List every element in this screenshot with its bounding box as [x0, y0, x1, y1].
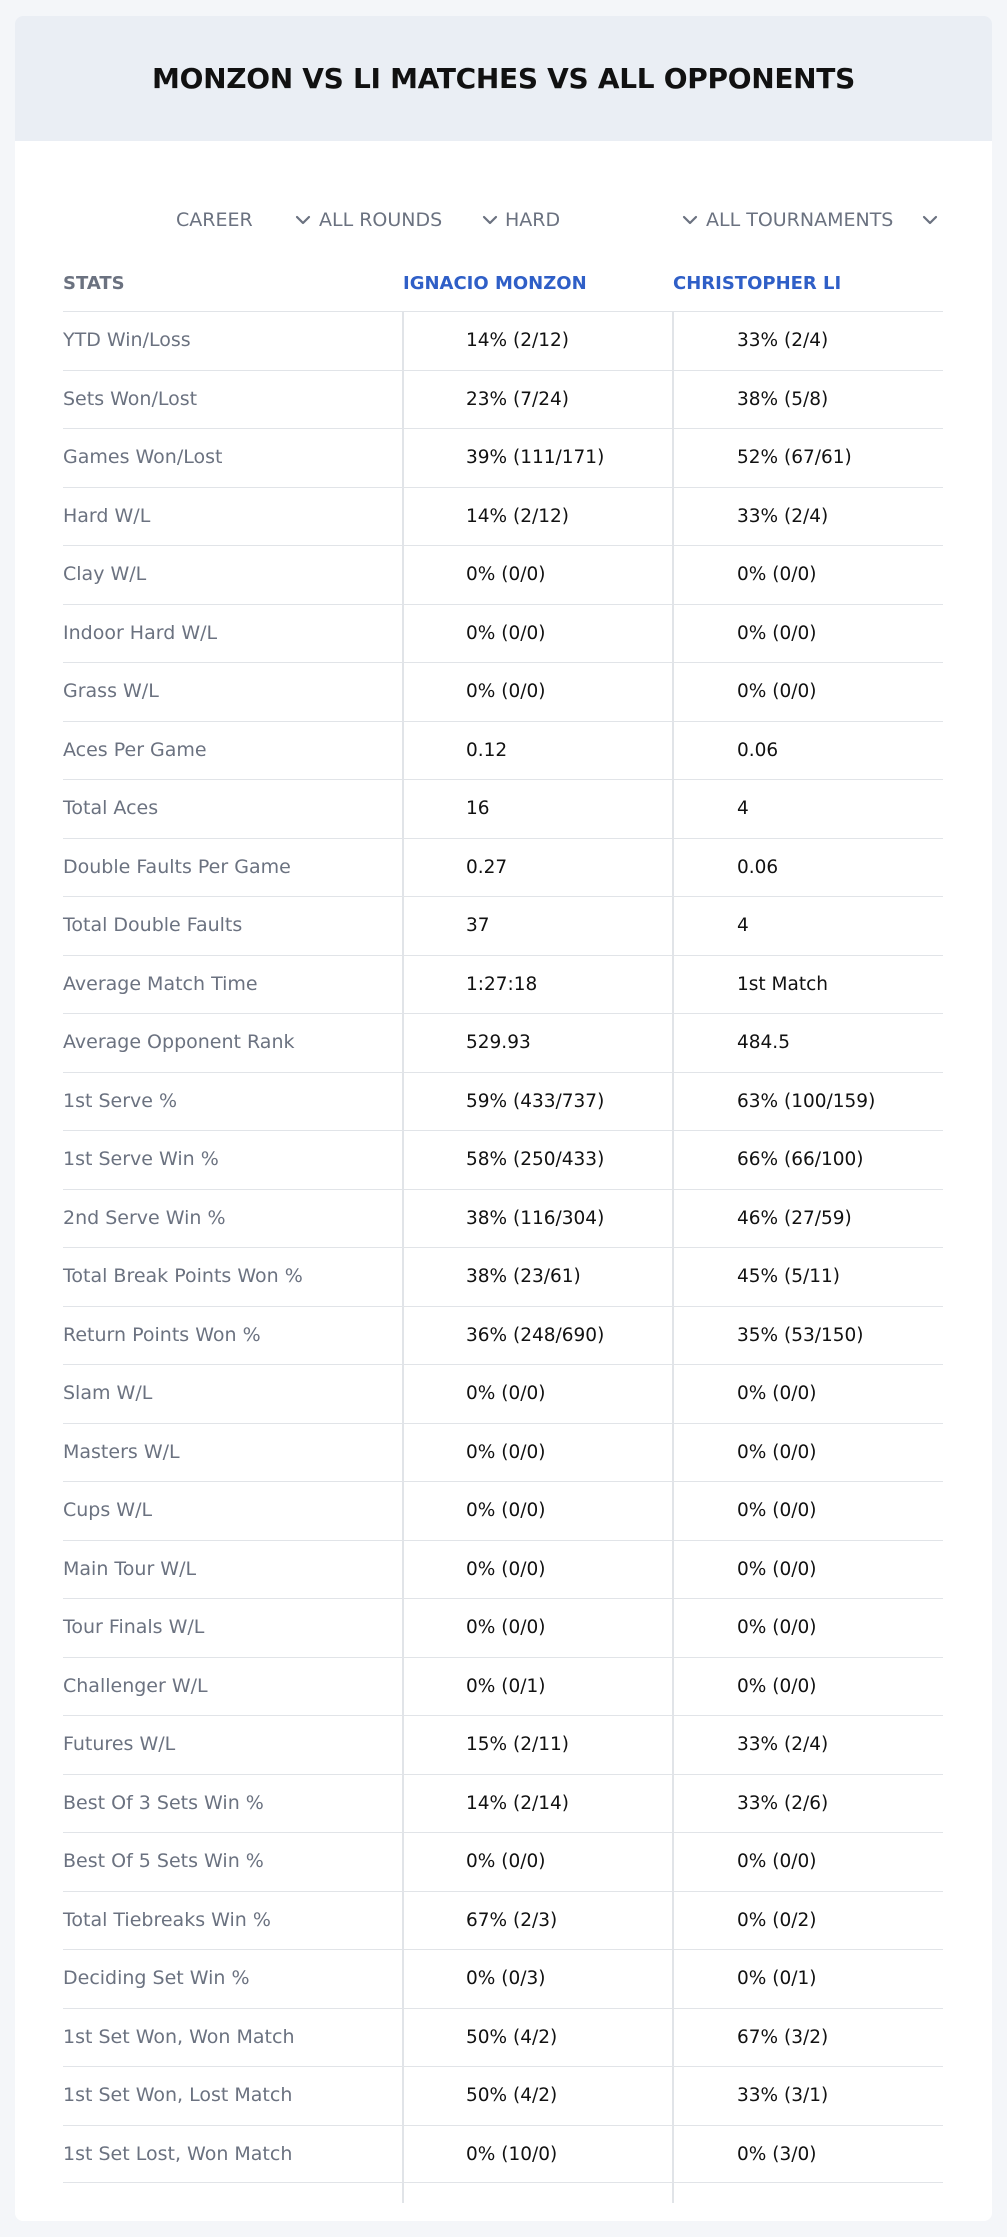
player1-stat-value: 0% (0/0)	[466, 681, 546, 702]
player2-stat-value: 0% (0/0)	[737, 681, 817, 702]
player2-stat-value: 0% (0/0)	[737, 1617, 817, 1638]
stats-table	[63, 311, 943, 2183]
player1-stat-value: 0.12	[466, 739, 508, 761]
table-row	[63, 896, 943, 955]
stat-label: Clay W/L	[63, 563, 147, 585]
player1-stat-value: 0% (0/0)	[466, 1617, 546, 1638]
chevron-down-icon	[680, 210, 700, 230]
player1-stat-value: 50% (4/2)	[466, 2026, 558, 2048]
player2-stat-value: 0% (0/2)	[737, 1909, 817, 1931]
chevron-down-icon	[480, 210, 500, 230]
player2-stat-value: 0.06	[737, 739, 779, 761]
player2-stat-value: 35% (53/150)	[737, 1324, 864, 1346]
stat-label: Cups W/L	[63, 1499, 153, 1521]
stat-label: Double Faults Per Game	[63, 855, 291, 878]
table-row	[63, 428, 943, 487]
table-row	[63, 1598, 943, 1657]
stat-label: Challenger W/L	[63, 1674, 208, 1697]
table-row	[63, 2066, 943, 2125]
player2-stat-value: 4	[737, 798, 749, 819]
player2-stat-value: 66% (66/100)	[737, 1149, 864, 1170]
table-row	[63, 721, 943, 780]
player1-stat-value: 0% (0/0)	[466, 1441, 546, 1463]
player2-stat-value: 63% (100/159)	[737, 1090, 876, 1112]
stat-label: 1st Set Won, Won Match	[63, 2025, 295, 2048]
player1-stat-value: 0% (0/3)	[466, 1968, 546, 1989]
chevron-down-icon	[293, 210, 313, 230]
stat-label: 1st Set Lost, Won Match	[63, 2142, 293, 2165]
table-row	[63, 1832, 943, 1891]
player1-stat-value: 36% (248/690)	[466, 1324, 605, 1346]
rounds-select-value: ALL ROUNDS	[319, 209, 443, 231]
player1-stat-value: 23% (7/24)	[466, 388, 569, 410]
player1-stat-value: 15% (2/11)	[466, 1734, 569, 1755]
player2-stat-value: 33% (2/4)	[737, 330, 829, 351]
column-header-player2[interactable]: CHRISTOPHER LI	[673, 273, 842, 294]
player2-stat-value: 0% (0/0)	[737, 1383, 817, 1404]
stat-label: Return Points Won %	[63, 1323, 261, 1346]
player1-stat-value: 37	[466, 915, 490, 936]
player2-stat-value: 0.06	[737, 856, 779, 878]
stat-label: Total Aces	[63, 797, 159, 819]
period-select-value: CAREER	[176, 209, 253, 231]
stat-label: Average Opponent Rank	[63, 1031, 295, 1053]
stat-label: Tour Finals W/L	[63, 1616, 205, 1638]
tournaments-select[interactable]	[706, 192, 940, 248]
player1-stat-value: 38% (23/61)	[466, 1266, 581, 1287]
table-row	[63, 779, 943, 838]
table-row	[63, 1306, 943, 1365]
stat-label: Sets Won/Lost	[63, 387, 198, 410]
stat-label: Games Won/Lost	[63, 446, 223, 468]
stat-label: Total Break Points Won %	[63, 1265, 303, 1287]
page-title: MONZON VS LI MATCHES VS ALL OPPONENTS	[152, 62, 855, 95]
table-row	[63, 370, 943, 429]
stat-label: Aces Per Game	[63, 738, 207, 761]
table-row	[63, 1364, 943, 1423]
column-header-player1[interactable]: IGNACIO MONZON	[403, 273, 587, 294]
column-header-stats: STATS	[63, 273, 125, 294]
table-row	[63, 1774, 943, 1833]
stat-label: 1st Serve Win %	[63, 1148, 219, 1170]
player1-stat-value: 16	[466, 798, 490, 819]
player2-stat-value: 0% (0/0)	[737, 1558, 817, 1580]
stat-label: Grass W/L	[63, 680, 159, 702]
player1-stat-value: 0% (0/0)	[466, 1851, 546, 1872]
table-row	[63, 487, 943, 546]
player1-stat-value: 0% (10/0)	[466, 2143, 558, 2165]
player2-stat-value: 33% (3/1)	[737, 2085, 829, 2106]
stat-label: 1st Serve %	[63, 1089, 178, 1112]
player2-stat-value: 33% (2/4)	[737, 1734, 829, 1755]
player2-stat-value: 0% (0/0)	[737, 1500, 817, 1521]
surface-select-value: HARD	[505, 209, 561, 231]
period-select[interactable]	[176, 192, 313, 248]
player1-stat-value: 0% (0/1)	[466, 1675, 546, 1697]
player1-stat-value: 14% (2/12)	[466, 330, 569, 351]
player1-stat-value: 0% (0/0)	[466, 564, 546, 585]
table-row	[63, 1013, 943, 1072]
stats-card	[15, 16, 992, 2221]
rounds-select[interactable]	[319, 192, 500, 248]
player1-stat-value: 1:27:18	[466, 973, 538, 995]
stat-label: Deciding Set Win %	[63, 1967, 250, 1989]
stat-label: Average Match Time	[63, 972, 258, 995]
player1-stat-value: 0% (0/0)	[466, 1500, 546, 1521]
table-row	[63, 2008, 943, 2067]
player2-stat-value: 45% (5/11)	[737, 1266, 840, 1287]
stat-label: 2nd Serve Win %	[63, 1206, 226, 1229]
stat-label: YTD Win/Loss	[63, 329, 191, 351]
stat-label: Best Of 5 Sets Win %	[63, 1850, 264, 1872]
table-row	[63, 545, 943, 604]
table-row	[63, 662, 943, 721]
player1-stat-value: 0% (0/0)	[466, 1558, 546, 1580]
player1-stat-value: 38% (116/304)	[466, 1207, 605, 1229]
card-header	[15, 16, 992, 141]
player2-stat-value: 33% (2/6)	[737, 1792, 829, 1814]
stat-label: Best Of 3 Sets Win %	[63, 1791, 264, 1814]
stat-label: Indoor Hard W/L	[63, 621, 218, 644]
stat-label: Slam W/L	[63, 1382, 153, 1404]
table-row	[63, 1247, 943, 1306]
player1-stat-value: 0.27	[466, 856, 508, 878]
player2-stat-value: 0% (0/0)	[737, 622, 817, 644]
player2-stat-value: 1st Match	[737, 973, 828, 995]
player2-stat-value: 4	[737, 915, 749, 936]
table-row	[63, 1891, 943, 1950]
player1-stat-value: 58% (250/433)	[466, 1149, 605, 1170]
tournaments-select-value: ALL TOURNAMENTS	[706, 209, 894, 231]
player2-stat-value: 46% (27/59)	[737, 1207, 852, 1229]
table-row	[63, 1540, 943, 1599]
surface-select[interactable]	[505, 192, 700, 248]
player2-stat-value: 0% (3/0)	[737, 2143, 817, 2165]
player1-stat-value: 67% (2/3)	[466, 1909, 558, 1931]
player1-stat-value: 14% (2/14)	[466, 1792, 569, 1814]
player2-stat-value: 0% (0/0)	[737, 1851, 817, 1872]
player1-stat-value: 59% (433/737)	[466, 1090, 605, 1112]
stat-label: Masters W/L	[63, 1440, 180, 1463]
player2-stat-value: 0% (0/0)	[737, 564, 817, 585]
player2-stat-value: 0% (0/0)	[737, 1441, 817, 1463]
table-row	[63, 1715, 943, 1774]
table-row	[63, 1130, 943, 1189]
chevron-down-icon	[920, 210, 940, 230]
player2-stat-value: 0% (0/1)	[737, 1968, 817, 1989]
player1-stat-value: 50% (4/2)	[466, 2085, 558, 2106]
table-row	[63, 838, 943, 897]
stat-label: Main Tour W/L	[63, 1557, 197, 1580]
player2-stat-value: 33% (2/4)	[737, 505, 829, 527]
table-row	[63, 1949, 943, 2008]
player1-stat-value: 0% (0/0)	[466, 1383, 546, 1404]
table-row	[63, 955, 943, 1014]
player1-stat-value: 14% (2/12)	[466, 505, 569, 527]
player1-stat-value: 529.93	[466, 1032, 531, 1053]
stat-label: Hard W/L	[63, 504, 151, 527]
stat-label: Total Tiebreaks Win %	[63, 1908, 271, 1931]
stat-label: 1st Set Won, Lost Match	[63, 2084, 293, 2106]
player2-stat-value: 484.5	[737, 1032, 790, 1053]
player2-stat-value: 0% (0/0)	[737, 1675, 817, 1697]
player1-stat-value: 39% (111/171)	[466, 447, 605, 468]
stat-label: Futures W/L	[63, 1733, 176, 1755]
table-row	[63, 1481, 943, 1540]
player2-stat-value: 38% (5/8)	[737, 388, 829, 410]
table-row	[63, 1072, 943, 1131]
player2-stat-value: 67% (3/2)	[737, 2026, 829, 2048]
table-row	[63, 2125, 943, 2184]
table-row	[63, 1189, 943, 1248]
table-row	[63, 1657, 943, 1716]
filter-bar	[15, 192, 992, 248]
player1-stat-value: 0% (0/0)	[466, 622, 546, 644]
player2-stat-value: 52% (67/61)	[737, 447, 852, 468]
stat-label: Total Double Faults	[63, 914, 243, 936]
table-row	[63, 311, 943, 370]
table-row	[63, 1423, 943, 1482]
table-row	[63, 604, 943, 663]
